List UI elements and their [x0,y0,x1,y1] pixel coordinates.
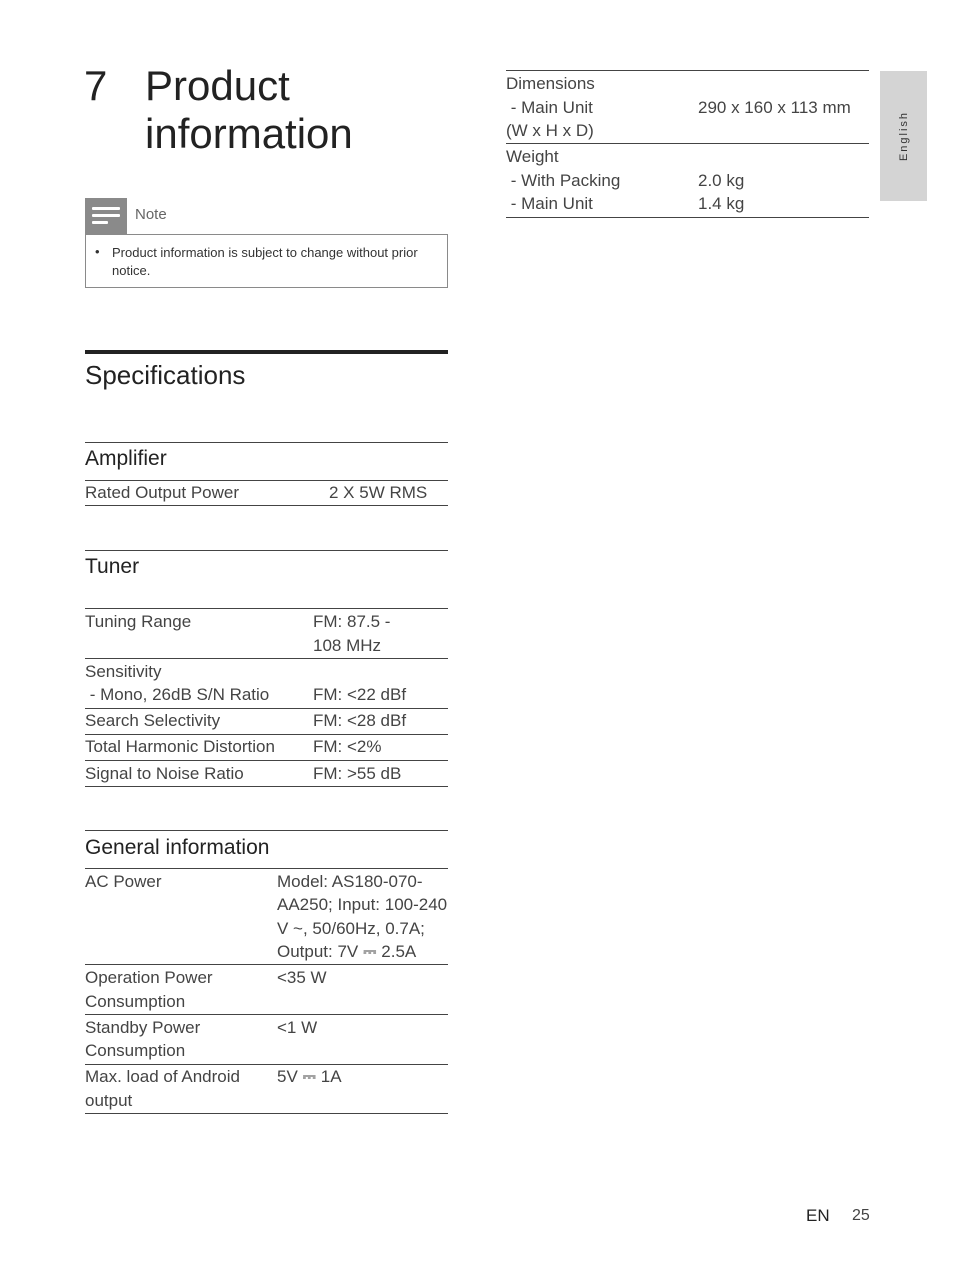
note-text [112,244,438,280]
divider [85,830,448,831]
divider [85,964,448,965]
divider [85,760,448,761]
note-header [85,198,448,234]
divider [85,868,448,869]
spec-value: 2.0 kg [698,171,745,190]
weight-title: Weight [506,147,559,166]
spec-label: Sensitivity [85,662,162,681]
divider [506,143,869,144]
divider [506,70,869,71]
spec-value: 2 X 5W RMS [329,483,428,502]
section-title: Specifications [85,360,246,390]
divider [85,550,448,551]
spec-label: output [85,1091,133,1110]
divider [506,217,869,218]
chapter-title-line2: information [145,110,353,157]
page-number: 25 [852,1207,870,1224]
divider [85,658,448,659]
spec-value: FM: 87.5 - [313,612,391,631]
language-tab-label: English [897,110,910,162]
spec-label: Tuning Range [85,612,192,631]
spec-label: - Mono, 26dB S/N Ratio [85,685,270,704]
tuner-title: Tuner [85,555,140,578]
spec-value: FM: <28 dBf [313,711,407,730]
spec-value: FM: <2% [313,737,382,756]
spec-label: - With Packing [506,171,621,190]
divider [85,505,448,506]
spec-label: Total Harmonic Distortion [85,737,275,756]
spec-label: Max. load of Android [85,1067,240,1086]
divider [85,608,448,609]
amplifier-title: Amplifier [85,447,167,470]
spec-value: 1.4 kg [698,194,745,213]
spec-label: - Main Unit [506,98,593,117]
spec-value: 108 MHz [313,636,382,655]
spec-value: 5V ⎓ 1A [277,1067,342,1086]
note-icon [85,198,127,234]
spec-value: FM: <22 dBf [313,685,407,704]
note-bullet: • [95,244,100,259]
spec-value: Model: AS180-070- [277,872,423,891]
spec-value: FM: >55 dB [313,764,402,783]
spec-label: - Main Unit [506,194,593,213]
chapter-title [145,62,465,158]
spec-label: (W x H x D) [506,121,594,140]
spec-label: Rated Output Power [85,483,240,502]
spec-label: Consumption [85,1041,186,1060]
spec-label: Search Selectivity [85,711,221,730]
spec-label: Operation Power [85,968,213,987]
spec-value: <35 W [277,968,327,987]
spec-value: 290 x 160 x 113 mm [698,98,851,117]
divider [85,1014,448,1015]
language-tab [880,71,927,201]
spec-value: V ~, 50/60Hz, 0.7A; [277,919,425,938]
spec-value: AA250; Input: 100-240 [277,895,448,914]
note-box [85,234,448,288]
spec-label: AC Power [85,872,162,891]
divider [85,786,448,787]
chapter-title-line1: Product [145,62,290,109]
spec-label: Signal to Noise Ratio [85,764,244,783]
divider [85,442,448,443]
note-text-line2: notice. [112,263,151,278]
general-title: General information [85,836,270,859]
chapter-number: 7 [84,62,108,109]
footer-language: EN [806,1206,830,1225]
note-label: Note [135,206,167,223]
section-rule [85,350,448,354]
spec-label: Consumption [85,992,186,1011]
divider [85,1113,448,1114]
spec-label: Standby Power [85,1018,201,1037]
spec-value: <1 W [277,1018,318,1037]
spec-value: Output: 7V ⎓ 2.5A [277,942,417,961]
note-text-line1: Product information is subject to change without prior [112,245,418,260]
dimensions-title: Dimensions [506,74,595,93]
